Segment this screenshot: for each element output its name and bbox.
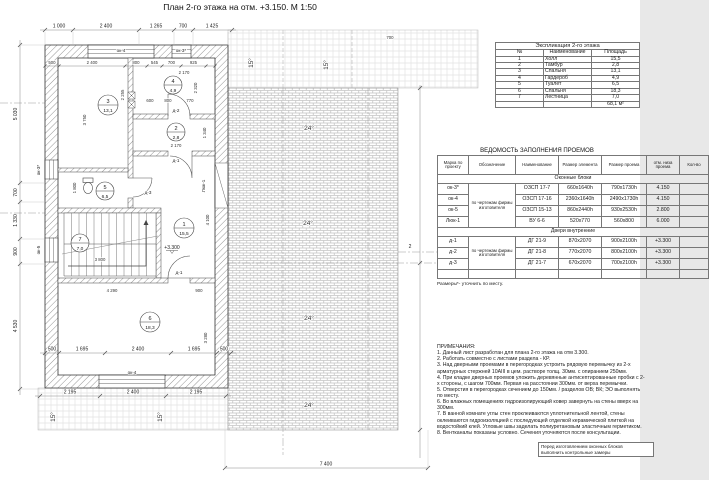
svg-text:7,0: 7,0 <box>76 247 84 252</box>
slope-label: 15° <box>248 58 255 68</box>
svg-text:1 340: 1 340 <box>202 127 207 139</box>
svg-text:1 800: 1 800 <box>72 182 77 194</box>
svg-text:700: 700 <box>167 60 176 65</box>
slope-label: 24° <box>303 220 313 227</box>
svg-text:1 695: 1 695 <box>75 346 89 353</box>
room-marker-2 <box>167 123 185 141</box>
stamp-note-line: выполнить контрольные замеры <box>541 449 611 455</box>
window-label-ok3-left: ок-3* <box>36 164 41 176</box>
room-marker-1 <box>174 218 194 238</box>
openings-footnote: Размеры*- уточнить по месту. <box>437 282 504 287</box>
notes-title: ПРИМЕЧАНИЯ: <box>437 344 476 350</box>
window-label-ok4-bottom: ок-4 <box>127 370 137 375</box>
slope-label: 24° <box>304 315 314 322</box>
svg-text:4,9: 4,9 <box>169 89 177 94</box>
svg-text:900: 900 <box>195 288 203 293</box>
stamp-note <box>538 442 654 457</box>
slope-label: 15° <box>323 60 330 70</box>
svg-text:600: 600 <box>146 98 154 103</box>
room-marker-7 <box>71 234 89 252</box>
svg-text:4 290: 4 290 <box>106 288 118 293</box>
room-marker-4 <box>164 76 182 94</box>
svg-text:700: 700 <box>13 188 19 197</box>
table-row: 1 Холл 15,5 <box>496 56 640 62</box>
table-row <box>438 270 709 279</box>
note-item: 7. В ванной комнате углы стен проклеиваются уплотнительной лентой, стены оклеиваются гидроизоляцией с последующей отделкой керамической плиткой на водостойкий клей. Угловые швы заделать полиуретановым эластичным герметиком. <box>437 411 642 430</box>
openings-schedule-title: ВЕДОМОСТЬ ЗАПОЛНЕНИЯ ПРОЕМОВ <box>480 148 594 154</box>
table-row: ок-3* по чертежам фирмы изготовителя ОЗСП 17-7 660х1640h 790х1730h 4.150 <box>438 184 709 195</box>
svg-text:4 100: 4 100 <box>205 214 210 226</box>
table-row: 5 Туалет 6,5 <box>496 82 640 88</box>
svg-text:545: 545 <box>150 60 159 65</box>
svg-text:4 530: 4 530 <box>13 319 19 333</box>
room-marker-3 <box>98 95 118 115</box>
svg-text:800: 800 <box>164 98 172 103</box>
svg-text:500: 500 <box>47 346 57 353</box>
svg-text:2 320: 2 320 <box>193 82 198 94</box>
note-item: 4. При кладке дверных проемов уложить деревянные антисептированные пробки с 2-х стороны, с шагом 700мм. Первая на расстоянии 300мм. от верха перемычки. <box>437 374 645 387</box>
door-label-d1b: д-1 <box>175 270 183 275</box>
table-row: ок-4 ОЗСП 17-16 2360х1640h 2490х1730h 4.150 <box>438 195 709 206</box>
svg-text:2: 2 <box>408 244 412 250</box>
window-label-ok3: ок-3* <box>175 48 187 53</box>
svg-text:7: 7 <box>78 237 82 243</box>
note-item: 2. Работать совместно с листами раздела - КР. <box>437 356 550 363</box>
svg-text:2 170: 2 170 <box>178 70 190 75</box>
table-row: 68,1 м² <box>496 101 640 107</box>
explication-table <box>495 42 640 108</box>
room-marker-6 <box>140 312 160 332</box>
note-item: 8. Вентканалы показаны условно. Сечения уточняются после консультации. <box>437 429 621 436</box>
svg-text:5: 5 <box>103 185 107 191</box>
table-row: ок-5 ОЗСП 15-13 860х2440h 930х2530h 2.800 <box>438 206 709 217</box>
svg-text:770: 770 <box>186 98 194 103</box>
svg-text:500: 500 <box>48 60 56 65</box>
table-row: д-1 по чертежам фирмы изготовителя ДГ 21-9 870х2070 900х2100h +3.300 <box>438 237 709 248</box>
note-item: 1. Данный лист разработан для плана 2-го этажа на отм 3.300. <box>437 350 589 357</box>
notes-block <box>437 344 647 436</box>
svg-text:2 255: 2 255 <box>120 89 125 101</box>
openings-schedule-table <box>437 155 709 279</box>
slope-label: 24° <box>304 125 314 132</box>
window-label-ok4: ок-4 <box>116 48 126 53</box>
table-row: д-3 ДГ 21-7 670х2070 700х2100h +3.300 <box>438 259 709 270</box>
svg-text:2,8: 2,8 <box>172 136 180 141</box>
table-row: д-2 ДГ 21-8 770х2070 800х2100h +3.300 <box>438 248 709 259</box>
svg-text:700: 700 <box>178 23 188 30</box>
svg-text:2 400: 2 400 <box>99 23 113 30</box>
svg-text:500: 500 <box>219 346 229 353</box>
svg-text:900: 900 <box>13 247 19 256</box>
svg-text:1 330: 1 330 <box>13 214 19 227</box>
note-item: 3. Над дверными проемами в перегородках устроить рядовую перемычку из 2-х арматурных стержней 10АIII в цем. растворе толщ. 30мм. с опиранием 250мм. <box>437 362 631 375</box>
table-row: Марка по проекту Обозначение Наименование Размер элемента Размер проема отм. низа проема Кол-во <box>438 156 709 175</box>
door-label-d1: д-1 <box>172 158 180 163</box>
table-row: 2 Тамбур 2,8 <box>496 62 640 68</box>
table-row: 7 Лестница 7,0 <box>496 95 640 101</box>
svg-text:3 750: 3 750 <box>82 114 87 126</box>
svg-text:+3.300: +3.300 <box>164 245 180 251</box>
svg-text:3: 3 <box>106 99 110 105</box>
svg-text:2 195: 2 195 <box>63 389 77 396</box>
svg-text:3 800: 3 800 <box>94 257 106 262</box>
svg-text:15,5: 15,5 <box>179 232 189 237</box>
svg-text:1 425: 1 425 <box>205 23 219 30</box>
table-row: 3 Спальня 13,1 <box>496 69 640 75</box>
svg-text:6: 6 <box>148 316 152 322</box>
sheet-title: План 2-го этажа на отм. +3.150. М 1:50 <box>163 2 317 12</box>
openings-schedule-block <box>437 148 701 287</box>
door-label-d2: д-2 <box>172 108 180 113</box>
hatch-label-luk1: Люк-1 <box>201 179 206 193</box>
axis-marker-2 <box>398 244 438 252</box>
window-label-ok5: ок-5 <box>36 245 41 255</box>
svg-text:2: 2 <box>174 126 178 132</box>
svg-text:700: 700 <box>386 35 394 40</box>
svg-text:13,1: 13,1 <box>103 109 113 114</box>
note-item: 5. Отверстия в перегородках сечением до 150мм. / разделов ОВ; ВК; ЭО выполнять по месту. <box>437 386 641 399</box>
section-row: Оконные блоки <box>438 175 709 184</box>
room-marker-5 <box>96 182 114 200</box>
table-row: 6 Спальня 18,3 <box>496 88 640 94</box>
svg-text:18,3: 18,3 <box>145 326 155 331</box>
explication-block <box>495 42 640 108</box>
table-row: 4 Гардероб 4,9 <box>496 75 640 81</box>
svg-text:5 030: 5 030 <box>13 107 19 121</box>
slope-label: 15° <box>50 412 57 422</box>
section-row: Двери внутренние <box>438 228 709 237</box>
note-item: 6. Во влажных помещениях гидроизолирующий ковер завернуть на стены вверх на 300мм. <box>437 399 639 412</box>
svg-text:1: 1 <box>182 222 186 228</box>
svg-text:925: 925 <box>189 60 198 65</box>
toilet-icon <box>83 178 93 194</box>
slope-label: 24° <box>304 402 314 409</box>
table-row: Люк-1 ВУ 6-6 520х770 560х800 6.000 <box>438 217 709 228</box>
table-row: Экспликация 2-го этажа <box>496 43 640 50</box>
svg-text:4: 4 <box>171 79 175 85</box>
svg-text:2 400: 2 400 <box>131 346 145 353</box>
svg-text:7 400: 7 400 <box>319 461 333 468</box>
svg-text:2 400: 2 400 <box>86 60 98 65</box>
svg-text:3 280: 3 280 <box>203 332 208 344</box>
door-label-d3: д-3 <box>144 190 152 195</box>
level-mark <box>164 245 180 254</box>
svg-text:6,5: 6,5 <box>101 195 109 200</box>
slope-label: 15° <box>157 412 164 422</box>
svg-text:1 000: 1 000 <box>52 23 66 30</box>
stamp-note-line: Перед изготовлением оконных блоков <box>541 444 623 449</box>
svg-text:1 265: 1 265 <box>149 23 163 30</box>
svg-text:2 170: 2 170 <box>170 143 182 148</box>
svg-text:1 695: 1 695 <box>187 346 201 353</box>
svg-text:800: 800 <box>132 60 140 65</box>
svg-text:2 195: 2 195 <box>189 389 203 396</box>
table-row: № Наименование Площадь <box>496 50 640 56</box>
svg-text:2 400: 2 400 <box>126 389 140 396</box>
